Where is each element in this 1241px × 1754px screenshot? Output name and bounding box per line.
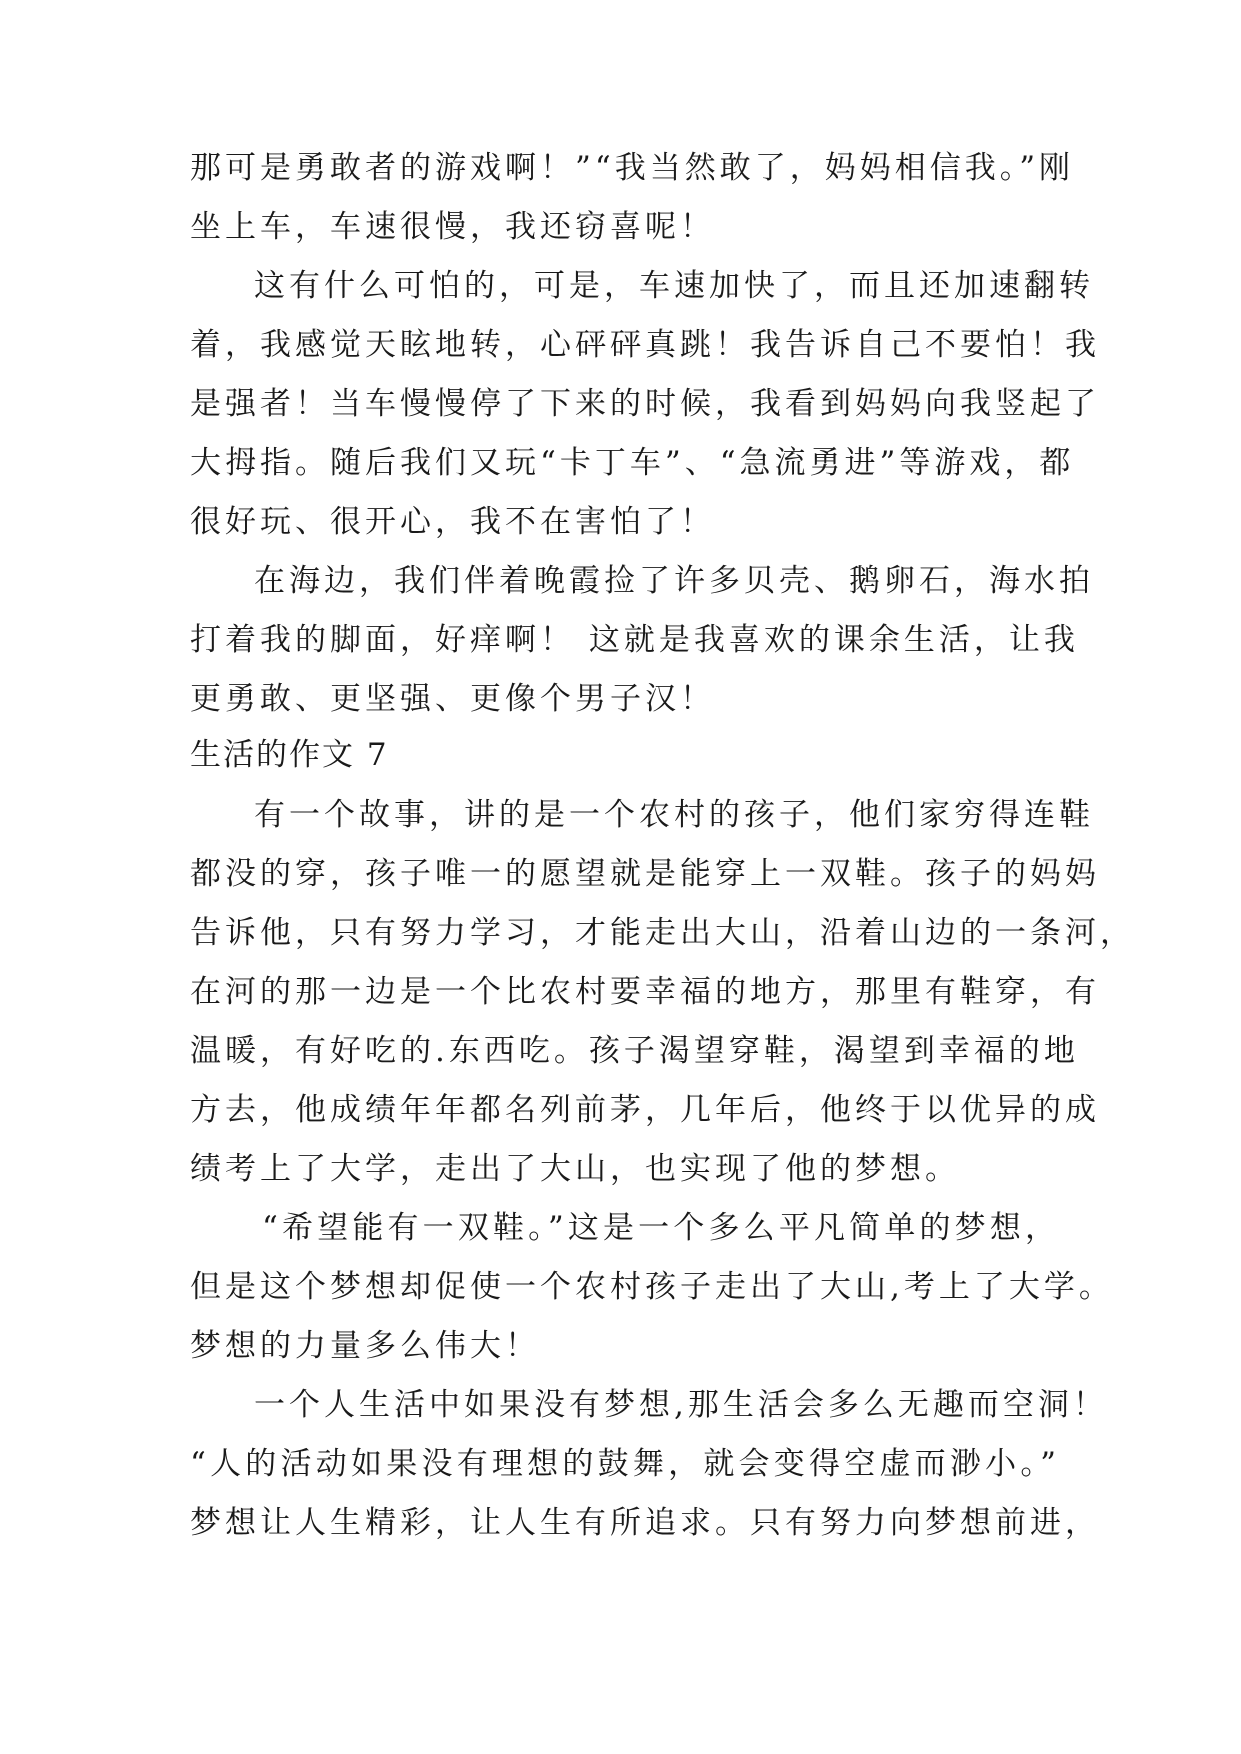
- text-line: 温暖，有好吃的.东西吃。孩子渴望穿鞋，渴望到幸福的地: [190, 1033, 1079, 1069]
- text-line: “人的活动如果没有理想的鼓舞，就会变得空虚而渺小。”: [190, 1446, 1060, 1482]
- text-line: 梦想让人生精彩，让人生有所追求。只有努力向梦想前进，: [190, 1505, 1100, 1541]
- text-line: 方去，他成绩年年都名列前茅，几年后，他终于以优异的成: [190, 1092, 1100, 1128]
- section-heading: 生活的作文 7: [190, 737, 389, 773]
- text-line: 一个人生活中如果没有梦想,那生活会多么无趣而空洞！: [254, 1387, 1108, 1423]
- text-line: 绩考上了大学，走出了大山，也实现了他的梦想。: [190, 1151, 960, 1187]
- text-line: 是强者！当车慢慢停了下来的时候，我看到妈妈向我竖起了: [190, 386, 1100, 422]
- text-line: 更勇敢、更坚强、更像个男子汉！: [190, 681, 715, 717]
- text-line: 有一个故事，讲的是一个农村的孩子，他们家穷得连鞋: [254, 797, 1094, 833]
- text-line: 坐上车，车速很慢，我还窃喜呢！: [190, 209, 715, 245]
- text-line: 着，我感觉天眩地转，心砰砰真跳！我告诉自己不要怕！我: [190, 327, 1100, 363]
- text-line: 在海边，我们伴着晚霞捡了许多贝壳、鹅卵石，海水拍: [254, 563, 1094, 599]
- text-line: 那可是勇敢者的游戏啊！”“我当然敢了，妈妈相信我。”刚: [190, 150, 1075, 186]
- text-line: “希望能有一双鞋。”这是一个多么平凡简单的梦想，: [262, 1210, 1060, 1246]
- text-line: 都没的穿，孩子唯一的愿望就是能穿上一双鞋。孩子的妈妈: [190, 856, 1100, 892]
- text-line: 打着我的脚面，好痒啊！ 这就是我喜欢的课余生活，让我: [190, 622, 1079, 658]
- text-line: 梦想的力量多么伟大！: [190, 1328, 540, 1364]
- text-line: 在河的那一边是一个比农村要幸福的地方，那里有鞋穿，有: [190, 974, 1100, 1010]
- text-line: 很好玩、很开心，我不在害怕了！: [190, 504, 715, 540]
- text-line: 这有什么可怕的，可是，车速加快了，而且还加速翻转: [254, 268, 1094, 304]
- text-line: 告诉他，只有努力学习，才能走出大山，沿着山边的一条河，: [190, 915, 1135, 951]
- text-line: 但是这个梦想却促使一个农村孩子走出了大山,考上了大学。: [190, 1269, 1114, 1305]
- text-line: 大拇指。随后我们又玩“卡丁车”、“急流勇进”等游戏，都: [190, 445, 1075, 481]
